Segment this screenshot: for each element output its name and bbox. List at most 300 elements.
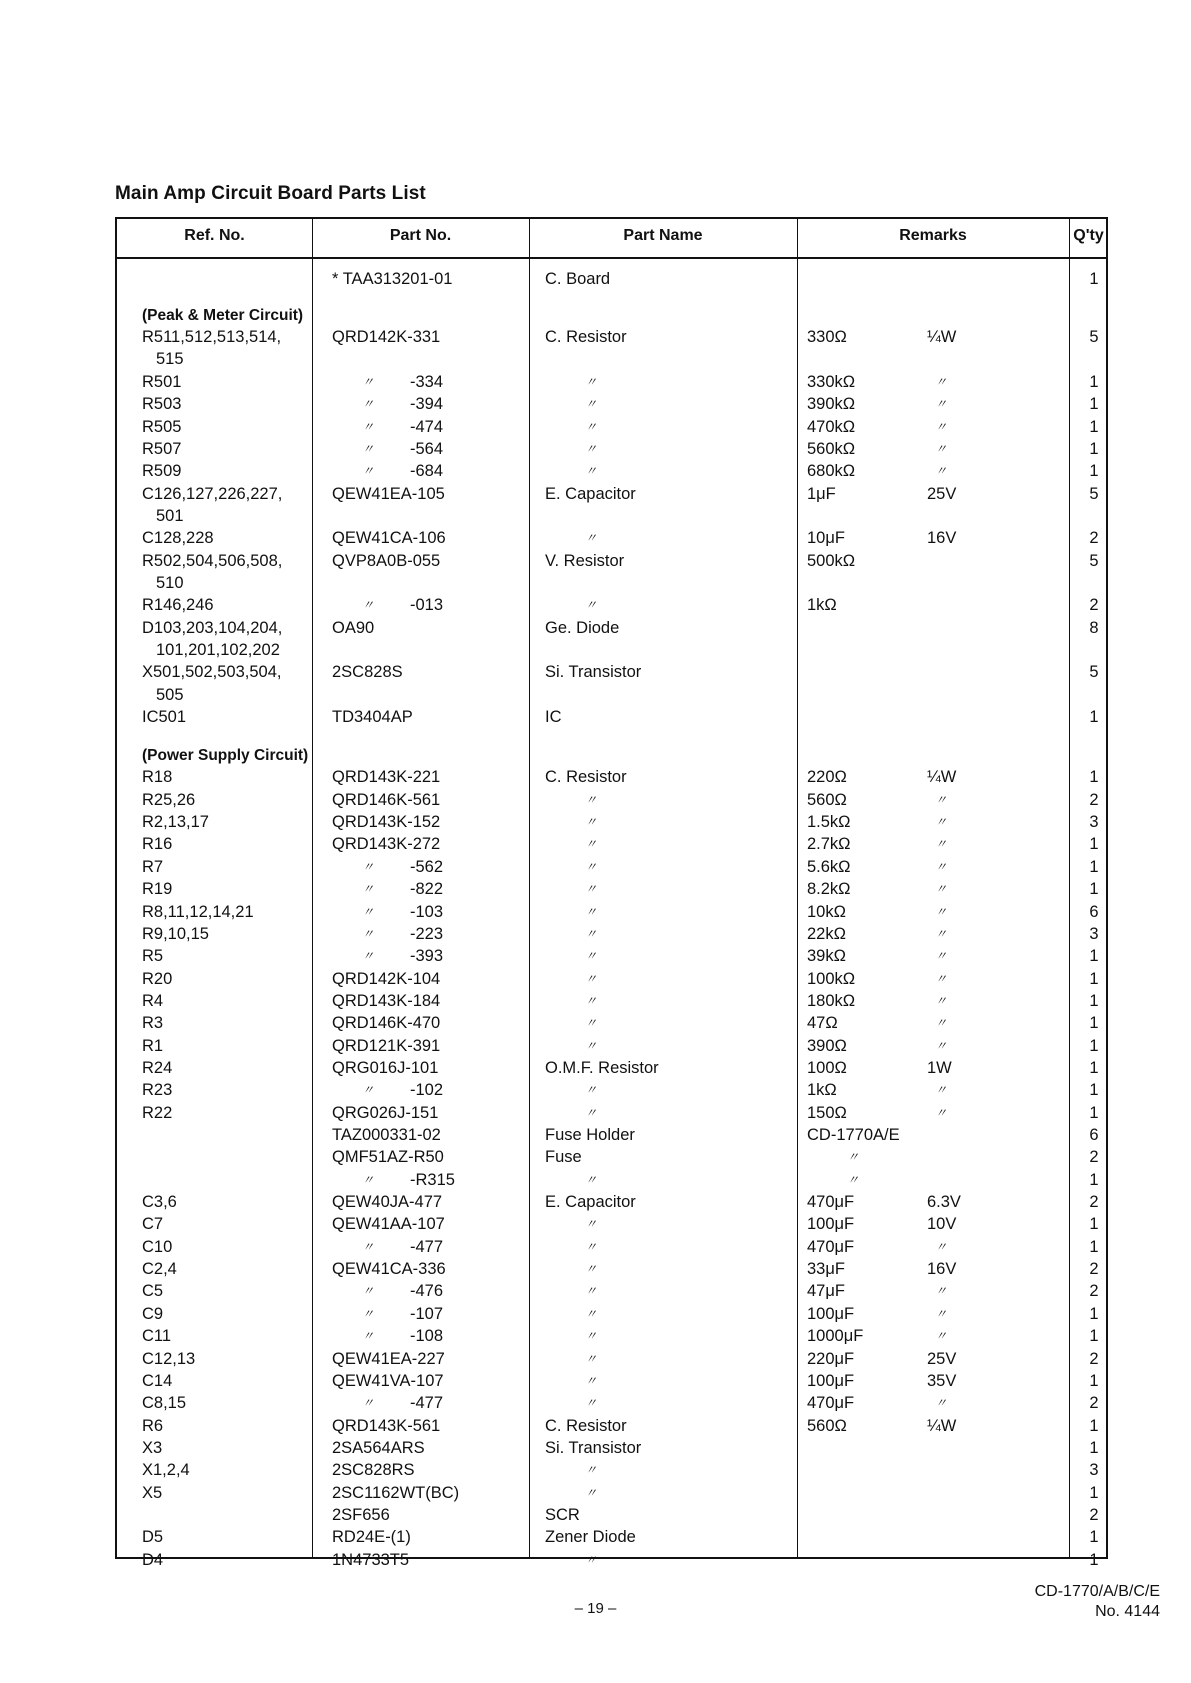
ditto-mark: 〃 [362, 374, 375, 389]
table-row [117, 834, 1106, 855]
quantity: 1 [1089, 270, 1099, 288]
remark-value: 100μF [807, 1215, 855, 1234]
ditto-mark: 〃 [362, 1083, 375, 1098]
table-row [117, 439, 1106, 460]
ref-no: X501,502,503,504, [142, 663, 282, 682]
part-no: 2SC1162WT(BC) [332, 1483, 460, 1502]
part-no: 1N4733T5 [332, 1550, 410, 1569]
ditto-mark: 〃 [585, 904, 598, 919]
ref-no: C2,4 [142, 1260, 177, 1279]
quantity: 6 [1089, 1126, 1099, 1144]
quantity: 1 [1089, 768, 1099, 787]
remark-value: 1kΩ [807, 1081, 837, 1100]
ref-no: C10 [142, 1237, 173, 1256]
table-row [117, 946, 1106, 967]
part-no: -394 [410, 395, 444, 414]
remark-rating: 25V [927, 484, 957, 503]
ditto-mark: 〃 [362, 859, 375, 874]
ditto-mark: 〃 [362, 397, 375, 412]
quantity: 2 [1089, 1394, 1099, 1413]
part-name: C. Resistor [545, 1416, 627, 1435]
ref-no: R6 [142, 1416, 164, 1435]
part-no: -476 [410, 1282, 444, 1301]
remark-value: 33μF [807, 1260, 845, 1279]
quantity: 1 [1089, 1304, 1099, 1323]
table-row [117, 812, 1106, 833]
remark-value: 100μF [807, 1371, 855, 1390]
table-row [117, 662, 1106, 683]
quantity: 2 [1089, 1282, 1099, 1301]
table-row [117, 417, 1106, 438]
ditto-mark: 〃 [935, 1396, 948, 1411]
remark-value: 2.7kΩ [807, 835, 851, 854]
ref-no: R501 [142, 372, 182, 391]
remark-value: 47Ω [807, 1014, 838, 1033]
ditto-mark: 〃 [362, 1306, 375, 1321]
part-no: -107 [410, 1304, 444, 1323]
ditto-mark: 〃 [847, 1150, 860, 1165]
part-no: QRD121K-391 [332, 1036, 441, 1055]
part-no: -562 [410, 857, 444, 876]
ditto-mark: 〃 [585, 1262, 598, 1277]
table-row [117, 1147, 1106, 1168]
remark-value: 560Ω [807, 790, 847, 809]
ref-no: R507 [142, 439, 182, 458]
table-row [117, 1438, 1106, 1459]
ditto-mark: 〃 [585, 1284, 598, 1299]
table-row [117, 1326, 1106, 1347]
ditto-mark: 〃 [585, 792, 598, 807]
remark-value: 330kΩ [807, 372, 856, 391]
ditto-mark: 〃 [935, 1083, 948, 1098]
quantity: 2 [1089, 529, 1099, 548]
quantity: 3 [1089, 813, 1099, 832]
remark-value: 330Ω [807, 328, 847, 347]
ref-no: R20 [142, 969, 173, 988]
table-row [117, 1214, 1106, 1235]
part-name: V. Resistor [545, 551, 625, 570]
ditto-mark: 〃 [935, 1329, 948, 1344]
parts-table [115, 217, 1108, 1569]
ditto-mark: 〃 [362, 1284, 375, 1299]
quantity: 1 [1089, 835, 1099, 854]
ditto-mark: 〃 [935, 926, 948, 941]
ditto-mark: 〃 [585, 1329, 598, 1344]
part-name: Si. Transistor [545, 1438, 642, 1457]
part-no: QEW41EA-227 [332, 1349, 445, 1368]
table-row [117, 506, 1106, 527]
table-row [117, 1349, 1106, 1370]
ref-no: D5 [142, 1528, 164, 1547]
table-row [117, 372, 1106, 393]
remark-value: 100kΩ [807, 969, 856, 988]
part-no: -822 [410, 880, 444, 899]
part-name: O.M.F. Resistor [545, 1058, 659, 1077]
remark-value: 22kΩ [807, 924, 846, 943]
table-row [117, 269, 1106, 290]
ditto-mark: 〃 [935, 1239, 948, 1254]
ditto-mark: 〃 [585, 837, 598, 852]
ditto-mark: 〃 [935, 1016, 948, 1031]
quantity: 2 [1089, 1260, 1099, 1279]
quantity: 3 [1089, 924, 1099, 943]
header-qty: Q'ty [1073, 227, 1104, 244]
part-no: -108 [410, 1327, 444, 1346]
ditto-mark: 〃 [585, 815, 598, 830]
remark-rating: 16V [927, 529, 957, 548]
part-no: 2SF656 [332, 1505, 390, 1524]
part-no: -474 [410, 417, 444, 436]
part-name: E. Capacitor [545, 484, 636, 503]
quantity: 2 [1089, 1193, 1099, 1212]
table-row [117, 969, 1106, 990]
ref-no: 505 [156, 685, 184, 704]
ref-no: D4 [142, 1550, 164, 1569]
ref-no: R502,504,506,508, [142, 551, 283, 570]
quantity: 2 [1089, 1349, 1099, 1368]
part-name: Zener Diode [545, 1528, 636, 1547]
ref-no: R7 [142, 857, 164, 876]
part-no: -564 [410, 439, 444, 458]
table-row [117, 707, 1106, 728]
remark-value: 1.5kΩ [807, 813, 851, 832]
quantity: 1 [1089, 1438, 1099, 1457]
quantity: 1 [1089, 708, 1099, 727]
ref-no: C14 [142, 1371, 173, 1390]
ref-no: C7 [142, 1215, 164, 1234]
quantity: 1 [1089, 857, 1099, 876]
table-row [117, 790, 1106, 811]
remark-value: 150Ω [807, 1103, 847, 1122]
part-name: Fuse [545, 1148, 582, 1167]
table-row [117, 551, 1106, 572]
ditto-mark: 〃 [362, 926, 375, 941]
part-no: RD24E-(1) [332, 1528, 411, 1547]
ditto-mark: 〃 [585, 1172, 598, 1187]
part-no: 2SC828RS [332, 1461, 415, 1480]
quantity: 1 [1089, 417, 1099, 436]
part-no: QEW41EA-105 [332, 484, 445, 503]
ref-no: IC501 [142, 708, 187, 727]
ref-no: C5 [142, 1282, 164, 1301]
part-no: QVP8A0B-055 [332, 551, 441, 570]
ditto-mark: 〃 [362, 904, 375, 919]
table-row [117, 484, 1106, 505]
ditto-mark: 〃 [935, 837, 948, 852]
table-row [117, 640, 1106, 661]
remark-rating: 1W [927, 1058, 952, 1077]
remark-value: 1000μF [807, 1327, 864, 1346]
ref-no: R503 [142, 395, 182, 414]
remark-value: 8.2kΩ [807, 880, 851, 899]
remark-value: 1μF [807, 484, 836, 503]
part-no: -223 [410, 924, 444, 943]
section-heading [117, 305, 1106, 326]
ditto-mark: 〃 [935, 904, 948, 919]
ditto-mark: 〃 [585, 1373, 598, 1388]
ditto-mark: 〃 [585, 464, 598, 479]
ditto-mark: 〃 [585, 441, 598, 456]
ref-no: C128,228 [142, 529, 214, 548]
remark-value: 470μF [807, 1193, 855, 1212]
part-name: IC [545, 708, 562, 727]
table-row [117, 1058, 1106, 1079]
ref-no: C11 [142, 1327, 172, 1346]
ditto-mark: 〃 [585, 1016, 598, 1031]
remark-value: 5.6kΩ [807, 857, 851, 876]
remark-rating: 35V [927, 1371, 957, 1390]
ditto-mark: 〃 [935, 1105, 948, 1120]
remark-value: 220Ω [807, 768, 847, 787]
remark-value: 470kΩ [807, 417, 856, 436]
ref-no: C12,13 [142, 1349, 196, 1368]
ditto-mark: 〃 [585, 1306, 598, 1321]
quantity: 1 [1089, 439, 1099, 458]
ref-no: R16 [142, 835, 173, 854]
ditto-mark: 〃 [935, 949, 948, 964]
part-no: -013 [410, 596, 444, 615]
remark-value: 100Ω [807, 1058, 847, 1077]
part-name: Si. Transistor [545, 663, 642, 682]
table-row [117, 349, 1106, 370]
part-no: TAZ000331-02 [332, 1126, 441, 1144]
part-name: C. Resistor [545, 768, 627, 787]
ref-no: 510 [156, 573, 184, 592]
ditto-mark: 〃 [585, 926, 598, 941]
table-row [117, 528, 1106, 549]
section-heading [117, 745, 1106, 766]
ditto-mark: 〃 [362, 419, 375, 434]
ditto-mark: 〃 [362, 1329, 375, 1344]
table-row [117, 1237, 1106, 1258]
ditto-mark: 〃 [585, 949, 598, 964]
ditto-mark: 〃 [585, 1552, 598, 1567]
remark-value: 1kΩ [807, 596, 837, 615]
ditto-mark: 〃 [935, 441, 948, 456]
quantity: 1 [1089, 395, 1099, 414]
part-no: QRG026J-151 [332, 1103, 439, 1122]
remark-value: 390Ω [807, 1036, 847, 1055]
remark-value: 220μF [807, 1349, 855, 1368]
table-row [117, 1416, 1106, 1437]
ref-no: R19 [142, 880, 173, 899]
table-row [117, 924, 1106, 945]
table-row [117, 991, 1106, 1012]
quantity: 5 [1089, 484, 1099, 503]
quantity: 1 [1089, 1237, 1099, 1256]
ref-no: R3 [142, 1014, 164, 1033]
ditto-mark: 〃 [362, 1396, 375, 1411]
table-row [117, 1259, 1106, 1280]
table-row [117, 1281, 1106, 1302]
table-row [117, 767, 1106, 788]
quantity: 5 [1089, 328, 1099, 347]
part-no: -103 [410, 902, 444, 921]
quantity: 2 [1089, 596, 1099, 615]
table-row [117, 857, 1106, 878]
page-title: Main Amp Circuit Board Parts List [115, 183, 426, 204]
ditto-mark: 〃 [585, 1038, 598, 1053]
part-no: QRD146K-470 [332, 1014, 441, 1033]
quantity: 1 [1089, 372, 1099, 391]
ref-no: R24 [142, 1058, 173, 1077]
remark-rating: ¼W [927, 328, 957, 347]
ditto-mark: 〃 [935, 882, 948, 897]
part-no: QRD142K-331 [332, 328, 441, 347]
part-no: QRD143K-184 [332, 991, 441, 1010]
quantity: 1 [1089, 880, 1099, 899]
ditto-mark: 〃 [585, 993, 598, 1008]
table-row [117, 1505, 1106, 1526]
table-row [117, 685, 1106, 706]
remark-value: 100μF [807, 1304, 855, 1323]
part-name: C. Board [545, 270, 611, 288]
part-name: SCR [545, 1505, 580, 1524]
ditto-mark: 〃 [935, 374, 948, 389]
table-row [117, 1393, 1106, 1414]
ref-no: R511,512,513,514, [142, 328, 282, 347]
table-row [117, 595, 1106, 616]
document-reference [1035, 1582, 1160, 1622]
ref-no: D103,203,104,204, [142, 618, 283, 637]
part-no: QEW40JA-477 [332, 1193, 443, 1212]
part-no: -477 [410, 1237, 444, 1256]
table-row [117, 618, 1106, 639]
quantity: 1 [1089, 1081, 1099, 1100]
part-name: C. Resistor [545, 328, 627, 347]
page-number: – 19 – [574, 1600, 617, 1617]
header-part-name: Part Name [623, 227, 703, 244]
quantity: 1 [1089, 1170, 1099, 1189]
part-no: QMF51AZ-R50 [332, 1148, 444, 1167]
quantity: 1 [1089, 1416, 1099, 1435]
header-part-no: Part No. [389, 227, 452, 244]
ditto-mark: 〃 [585, 882, 598, 897]
ref-no: R4 [142, 991, 164, 1010]
part-no: QRG016J-101 [332, 1058, 439, 1077]
part-no: 2SA564ARS [332, 1438, 425, 1457]
table-row [117, 1103, 1106, 1124]
table-row [117, 1013, 1106, 1034]
quantity: 1 [1089, 969, 1099, 988]
remark-value: 470μF [807, 1394, 855, 1413]
table-row [117, 1460, 1106, 1481]
ref-no: R509 [142, 462, 182, 481]
ditto-mark: 〃 [935, 792, 948, 807]
quantity: 1 [1089, 1014, 1099, 1033]
ditto-mark: 〃 [362, 882, 375, 897]
remark-value: 10kΩ [807, 902, 846, 921]
quantity: 2 [1089, 1148, 1099, 1167]
remark-rating: 10V [927, 1215, 957, 1234]
ref-no: R8,11,12,14,21 [142, 902, 254, 921]
ref-no: R22 [142, 1103, 173, 1122]
remark-value: 390kΩ [807, 395, 856, 414]
quantity: 5 [1089, 551, 1099, 570]
ref-no: X3 [142, 1438, 163, 1457]
quantity: 1 [1089, 462, 1099, 481]
header-divider [117, 257, 1106, 259]
ditto-mark: 〃 [935, 419, 948, 434]
remark-value: CD-1770A/E [807, 1126, 900, 1144]
ditto-mark: 〃 [585, 1083, 598, 1098]
ditto-mark: 〃 [585, 397, 598, 412]
table-row [117, 1125, 1106, 1146]
part-no: QEW41CA-336 [332, 1260, 446, 1279]
table-row [117, 1527, 1106, 1548]
remark-value: 500kΩ [807, 551, 856, 570]
part-no: QEW41VA-107 [332, 1371, 444, 1390]
table-row [117, 1170, 1106, 1191]
ditto-mark: 〃 [585, 598, 598, 613]
quantity: 1 [1089, 1103, 1099, 1122]
remark-value: 560Ω [807, 1416, 847, 1435]
part-name: E. Capacitor [545, 1193, 636, 1212]
header-remarks: Remarks [899, 227, 967, 244]
ditto-mark: 〃 [935, 1038, 948, 1053]
ref-no: X1,2,4 [142, 1461, 190, 1480]
quantity: 1 [1089, 1483, 1099, 1502]
ref-no: R2,13,17 [142, 813, 209, 832]
table-row [117, 1550, 1106, 1571]
remark-rating: 16V [927, 1260, 957, 1279]
model-number: CD-1770/A/B/C/E [1034, 1583, 1160, 1600]
ditto-mark: 〃 [585, 859, 598, 874]
table-row [117, 902, 1106, 923]
table-row [117, 1036, 1106, 1057]
ref-no: R146,246 [142, 596, 214, 615]
ref-no: C3,6 [142, 1193, 177, 1212]
ref-no: R1 [142, 1036, 164, 1055]
table-row [117, 879, 1106, 900]
part-no: -R315 [410, 1170, 455, 1189]
table-row [117, 1304, 1106, 1325]
part-no: QEW41CA-106 [332, 529, 446, 548]
remark-value: 10μF [807, 529, 845, 548]
ref-no: C9 [142, 1304, 164, 1323]
document-number: No. 4144 [1095, 1603, 1160, 1620]
ref-no: 515 [156, 350, 184, 369]
part-no: TD3404AP [332, 708, 413, 727]
quantity: 1 [1089, 1036, 1099, 1055]
ditto-mark: 〃 [362, 464, 375, 479]
part-no: QRD143K-152 [332, 813, 441, 832]
ditto-mark: 〃 [585, 971, 598, 986]
ditto-mark: 〃 [935, 464, 948, 479]
part-no: -393 [410, 947, 444, 966]
remark-value: 39kΩ [807, 947, 846, 966]
quantity: 1 [1089, 1371, 1099, 1390]
remark-value: 180kΩ [807, 991, 856, 1010]
quantity: 1 [1089, 1528, 1099, 1547]
part-no: QRD143K-561 [332, 1416, 441, 1435]
table-row [117, 1192, 1106, 1213]
table-row [117, 1483, 1106, 1504]
quantity: 5 [1089, 663, 1099, 682]
ref-no: C8,15 [142, 1394, 187, 1413]
remark-value: 47μF [807, 1282, 845, 1301]
quantity: 1 [1089, 991, 1099, 1010]
ref-no: R23 [142, 1081, 173, 1100]
ref-no: R505 [142, 417, 182, 436]
table-row [117, 1080, 1106, 1101]
table-row [117, 461, 1106, 482]
table-row [117, 573, 1106, 594]
ref-no: R25,26 [142, 790, 196, 809]
ditto-mark: 〃 [585, 374, 598, 389]
part-name: Ge. Diode [545, 618, 620, 637]
part-no: * TAA313201-01 [332, 270, 453, 288]
